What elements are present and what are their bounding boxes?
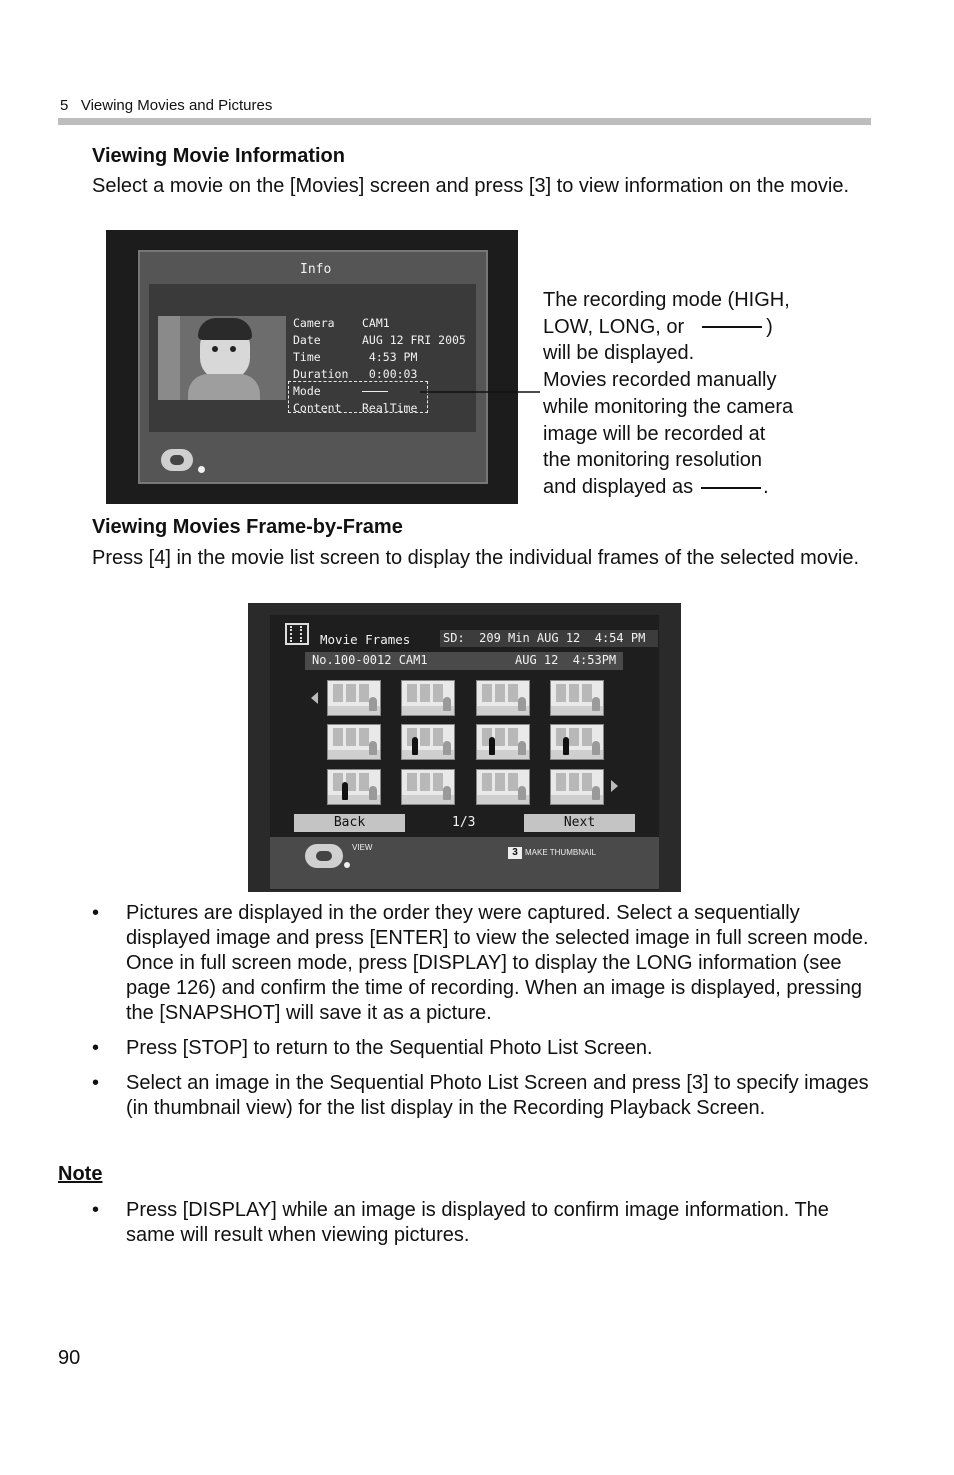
film-strip-icon: [285, 623, 309, 645]
view-label: VIEW: [352, 843, 373, 852]
callout-line-8: and displayed as .: [543, 475, 769, 498]
dash-symbol: [702, 326, 762, 328]
info-row-camera: Camera CAM1: [293, 316, 390, 330]
frame-thumbnail[interactable]: [401, 769, 455, 805]
page-number: 90: [58, 1347, 81, 1369]
nav-pad-icon: [305, 844, 343, 868]
key-3-icon: 3: [508, 847, 522, 859]
list-item: • Press [DISPLAY] while an image is displayed to confirm image information. The same will result when viewing pictures.: [92, 1198, 872, 1248]
callout-line-1: The recording mode (HIGH,: [543, 289, 790, 311]
info-row-duration: Duration 0:00:03: [293, 367, 418, 381]
frame-thumbnail[interactable]: [476, 680, 530, 716]
info-row-time: Time 4:53 PM: [293, 350, 418, 364]
scroll-left-arrow-icon[interactable]: [311, 692, 318, 704]
callout-line-3: will be displayed.: [543, 342, 695, 365]
section-body-movie-info: Select a movie on the [Movies] screen and press [3] to view information on the movie.: [92, 175, 850, 197]
note-bullet-list: [92, 1198, 872, 1258]
note-heading: Note: [58, 1163, 103, 1185]
info-row-date: Date AUG 12 FRI 2005: [293, 333, 466, 347]
section-heading-frame-by-frame: Viewing Movies Frame-by-Frame: [92, 516, 403, 538]
scroll-right-arrow-icon[interactable]: [611, 780, 618, 792]
mode-highlight-box: [288, 381, 428, 413]
callout-line-6: image will be recorded at: [543, 422, 766, 445]
frame-thumbnail[interactable]: [550, 724, 604, 760]
frames-file-info: No.100-0012 CAM1: [312, 653, 428, 667]
list-item: • Press [STOP] to return to the Sequential Photo List Screen.: [92, 1036, 872, 1061]
page-indicator: 1/3: [452, 815, 476, 830]
running-header: 5 Viewing Movies and Pictures: [60, 97, 273, 114]
list-item: • Select an image in the Sequential Photo List Screen and press [3] to specify images (in thumbnail view) for the list display in the Recording Playback Screen.: [92, 1071, 872, 1121]
make-thumbnail-label: MAKE THUMBNAIL: [525, 848, 596, 857]
callout-line-7: the monitoring resolution: [543, 449, 763, 472]
header-rule: [58, 118, 871, 125]
frames-title: Movie Frames: [320, 632, 411, 647]
frames-file-date: AUG 12 4:53PM: [515, 653, 617, 667]
frame-thumbnail[interactable]: [476, 769, 530, 805]
bullet-list: [92, 901, 872, 1131]
movie-thumbnail: [158, 316, 286, 400]
enter-dot-icon: [198, 466, 205, 473]
info-title: Info: [300, 262, 332, 277]
nav-pad-icon: [161, 449, 193, 471]
info-row-content: Content RealTime: [293, 401, 418, 415]
list-item: • Pictures are displayed in the order they were captured. Select a sequentially displayed image and press [ENTER] to view the selected image in full screen mode. Once in full screen mode, press [DISPLAY] to display the LONG information (see page 126) and confirm the time of recording. When an image is displayed, pressing the [SNAPSHOT] will save it as a picture.: [92, 901, 872, 1026]
info-row-mode: Mode: [293, 383, 388, 400]
frame-thumbnail[interactable]: [327, 769, 381, 805]
frame-thumbnail[interactable]: [401, 680, 455, 716]
frame-thumbnail[interactable]: [550, 680, 604, 716]
callout-line-2: LOW, LONG, or ): [543, 315, 773, 338]
frame-thumbnail[interactable]: [327, 724, 381, 760]
frame-thumbnail[interactable]: [327, 680, 381, 716]
enter-dot-icon: [344, 862, 350, 868]
frames-status-bar: SD: 209 Min AUG 12 4:54 PM: [440, 630, 658, 647]
callout-leader-line: [420, 385, 545, 395]
next-button[interactable]: Next: [524, 814, 635, 832]
section-heading-movie-info: Viewing Movie Information: [92, 145, 345, 167]
frames-screen-image: [248, 603, 681, 892]
dash-symbol: [701, 487, 761, 489]
frame-thumbnail[interactable]: [401, 724, 455, 760]
frame-thumbnail[interactable]: [550, 769, 604, 805]
info-screen-image: [106, 230, 518, 504]
frame-thumbnail[interactable]: [476, 724, 530, 760]
callout-line-5: while monitoring the camera: [543, 395, 794, 418]
callout-line-4: Movies recorded manually: [543, 369, 777, 392]
callout-text: [543, 287, 843, 501]
back-button[interactable]: Back: [294, 814, 405, 832]
section-body-frame-by-frame: Press [4] in the movie list screen to display the individual frames of the selected movie.: [92, 547, 860, 569]
